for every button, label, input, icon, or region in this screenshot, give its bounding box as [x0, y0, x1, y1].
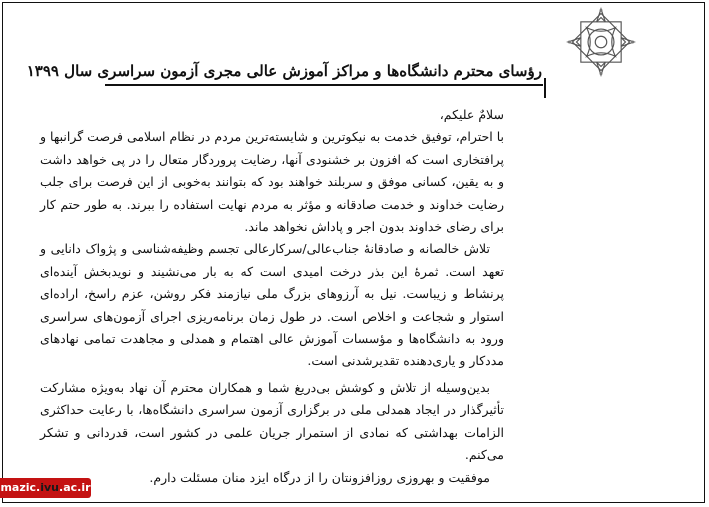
- website-badge[interactable]: [0, 478, 91, 498]
- greeting: سلامٌ علیکم،: [439, 107, 504, 122]
- badge-suffix: .ac.ir: [59, 481, 91, 494]
- title-underline: [105, 84, 543, 86]
- islamic-star-ornament-icon: [565, 6, 637, 78]
- closing-line: موفقیت و بهروزی روزافزونتان را از درگاه ایزد منان مسئلت دارم.: [149, 469, 490, 485]
- badge-prefix: mazic.: [0, 481, 41, 494]
- paragraph-3: بدین‌وسیله از تلاش و کوشش بی‌دریغ شما و همکاران محترم آن نهاد به‌ویژه مشارکت تأثیرگذار در ایجاد همدلی ملی در برگزاری آزمون سراسری دانشگاه‌ها، با رعایت حداکثری الزامات بهداشتی که نمادی از استمرار جریان علمی در کشور است، قدردانی و تشکر می‌کنم.: [40, 379, 504, 463]
- badge-highlight: ivu: [40, 481, 60, 494]
- paragraph-2: تلاش خالصانه و صادقانهٔ جناب‌عالی/سرکارعالی تجسم وظیفه‌شناسی و پژواک دانایی و تعهد است. ثمرهٔ این بذر درخت امیدی است که به بار می‌نشیند و نویدبخش آینده‌ای پرنشاط و زیباست. نیل به آرزوهای بزرگ ملی نیازمند فکر روشن، عزم راسخ، اراده‌ای استوار و شجاعت و اخلاص است. در طول زمان برنامه‌ریزی اجرای آزمون‌های سراسری ورود به دانشگاه‌ها و مؤسسات آموزش عالی اهتمام و همدلی و مجاهدت تمامی نهادهای مددکار و یاری‌دهنده تقدیرشدنی است.: [40, 241, 504, 369]
- paragraph-1: با احترام، توفیق خدمت به نیکوترین و شایسته‌ترین مردم در نظام اسلامی فرصت گرانبها و پرافتخاری است که افزون بر خشنودی آنها، رضایت پروردگار متعال را در پی خواهد داشت و به یقین، کسانی موفق و سربلند خواهند بود که بتوانند به‌خوبی از این فرصت برای جلب رضایت خداوند و خدمت صادقانه و مؤثر به مردم نهایت استفاده را ببرند. به طور حتم کار برای رضای خداوند بدون اجر و پاداش نخواهد ماند.: [40, 129, 504, 235]
- letter-title: رؤسای محترم دانشگاه‌ها و مراکز آموزش عالی مجری آزمون سراسری سال ۱۳۹۹: [26, 62, 542, 80]
- letter-body: [40, 104, 504, 489]
- title-vertical-rule: [544, 78, 546, 98]
